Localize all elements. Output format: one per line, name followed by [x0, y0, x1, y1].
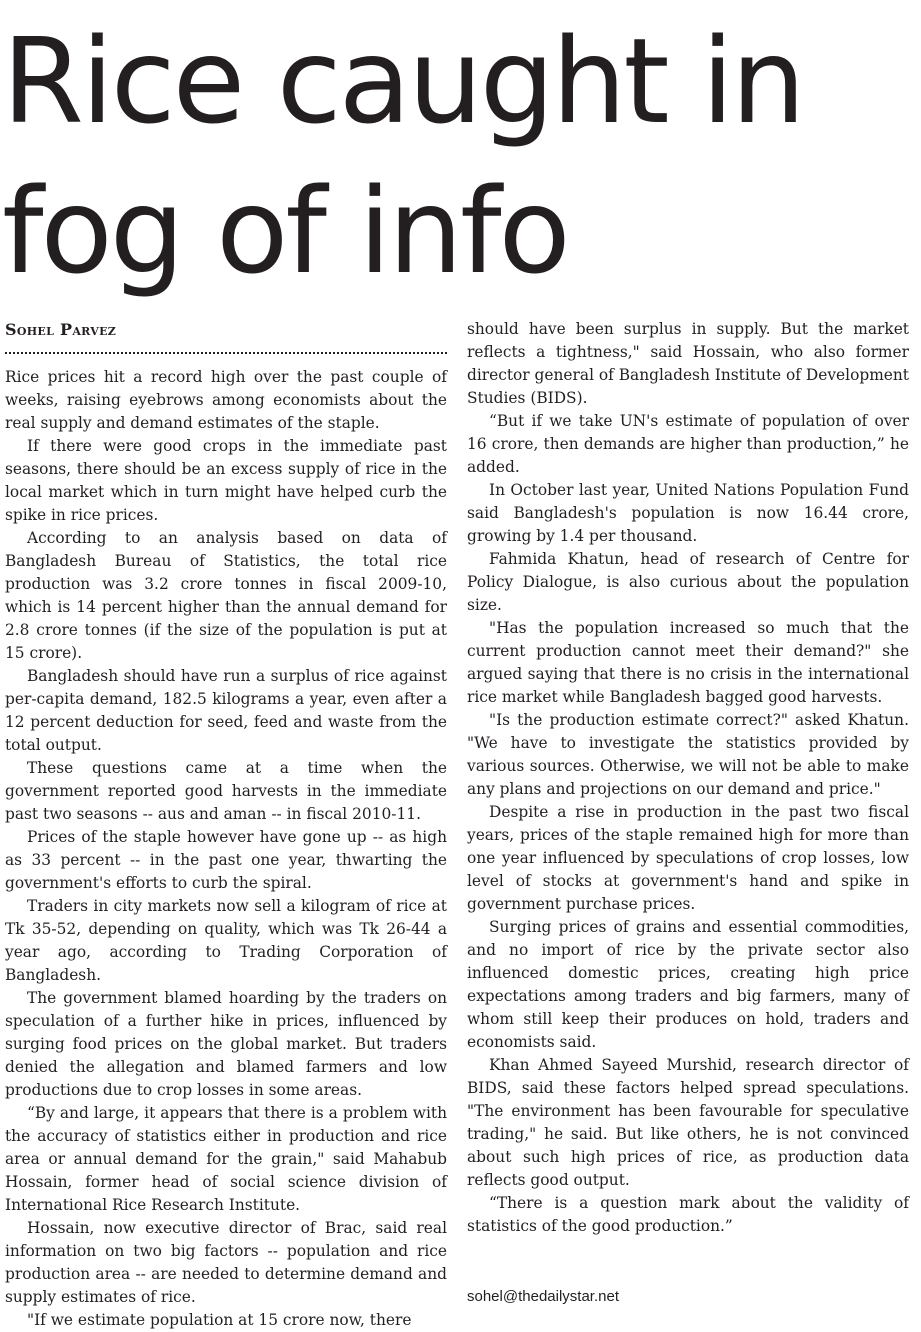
paragraph: If there were good crops in the immediate past seasons, there should be an excess supply of rice in the local market which in turn might have helped curb the spike in rice prices.: [5, 437, 447, 524]
paragraph: Prices of the staple however have gone up -- as high as 33 percent -- in the past one year, thwarting the government's efforts to curb the spiral.: [5, 828, 447, 892]
byline-divider: [5, 352, 447, 354]
article-column-1: [5, 366, 447, 1332]
paragraph: According to an analysis based on data of Bangladesh Bureau of Statistics, the total rice production was 3.2 crore tonnes in fiscal 2009-10, which is 14 percent higher than the annual demand for 2.8 crore tonnes (if the size of the population is put at 15 crore).: [5, 529, 447, 662]
paragraph: “There is a question mark about the validity of statistics of the good production.”: [467, 1194, 909, 1235]
paragraph: Rice prices hit a record high over the past couple of weeks, raising eyebrows among economists about the real supply and demand estimates of the staple.: [5, 368, 447, 432]
headline: [2, 6, 917, 306]
paragraph: "Has the population increased so much that the current production cannot meet their demand?" she argued saying that there is no crisis in the international rice market while Bangladesh bagged good harvests.: [467, 619, 909, 706]
paragraph: Despite a rise in production in the past two fiscal years, prices of the staple remained high for more than one year influenced by speculations of crop losses, low level of stocks at government's hand and spike in government purchase prices.: [467, 803, 909, 913]
paragraph: Khan Ahmed Sayeed Murshid, research director of BIDS, said these factors helped spread speculations. "The environment has been favourable for speculative trading," he said. But like others, he is not convinced about such high prices of rice, as production data reflects good output.: [467, 1056, 909, 1189]
paragraph: These questions came at a time when the government reported good harvests in the immediate past two seasons -- aus and aman -- in fiscal 2010-11.: [5, 759, 447, 823]
paragraph: should have been surplus in supply. But the market reflects a tightness," said Hossain, who also former director general of Bangladesh Institute of Development Studies (BIDS).: [467, 320, 909, 407]
headline-line-2: fog of info: [2, 162, 568, 300]
paragraph: Surging prices of grains and essential commodities, and no import of rice by the private sector also influenced domestic prices, creating high price expectations among traders and big farmers, many of whom still keep their produces on hold, traders and economists said.: [467, 918, 909, 1051]
paragraph: “But if we take UN's estimate of population of over 16 crore, then demands are higher than production,” he added.: [467, 412, 909, 476]
article-column-2: [467, 318, 909, 1238]
paragraph: Bangladesh should have run a surplus of rice against per-capita demand, 182.5 kilograms a year, even after a 12 percent deduction for seed, feed and waste from the total output.: [5, 667, 447, 754]
author-email: sohel@thedailystar.net: [467, 1288, 619, 1305]
paragraph: “By and large, it appears that there is a problem with the accuracy of statistics either in production and rice area or annual demand for the grain," said Mahabub Hossain, former head of social science division of International Rice Research Institute.: [5, 1104, 447, 1214]
paragraph: "If we estimate population at 15 crore now, there: [27, 1311, 412, 1329]
paragraph: The government blamed hoarding by the traders on speculation of a further hike in prices, influenced by surging food prices on the global market. But traders denied the allegation and blamed farmers and low productions due to crop losses in some areas.: [5, 989, 447, 1099]
headline-line-1: Rice caught in: [2, 12, 803, 150]
paragraph: Fahmida Khatun, head of research of Centre for Policy Dialogue, is also curious about the population size.: [467, 550, 909, 614]
byline: Sohel Parvez: [5, 320, 117, 339]
paragraph: "Is the production estimate correct?" asked Khatun. "We have to investigate the statistics provided by various sources. Otherwise, we will not be able to make any plans and projections on our demand and price.": [467, 711, 909, 798]
paragraph: Hossain, now executive director of Brac, said real information on two big factors -- population and rice production area -- are needed to determine demand and supply estimates of rice.: [5, 1219, 447, 1306]
paragraph: Traders in city markets now sell a kilogram of rice at Tk 35-52, depending on quality, which was Tk 26-44 a year ago, according to Trading Corporation of Bangladesh.: [5, 897, 447, 984]
paragraph: In October last year, United Nations Population Fund said Bangladesh's population is now 16.44 crore, growing by 1.4 per thousand.: [467, 481, 909, 545]
